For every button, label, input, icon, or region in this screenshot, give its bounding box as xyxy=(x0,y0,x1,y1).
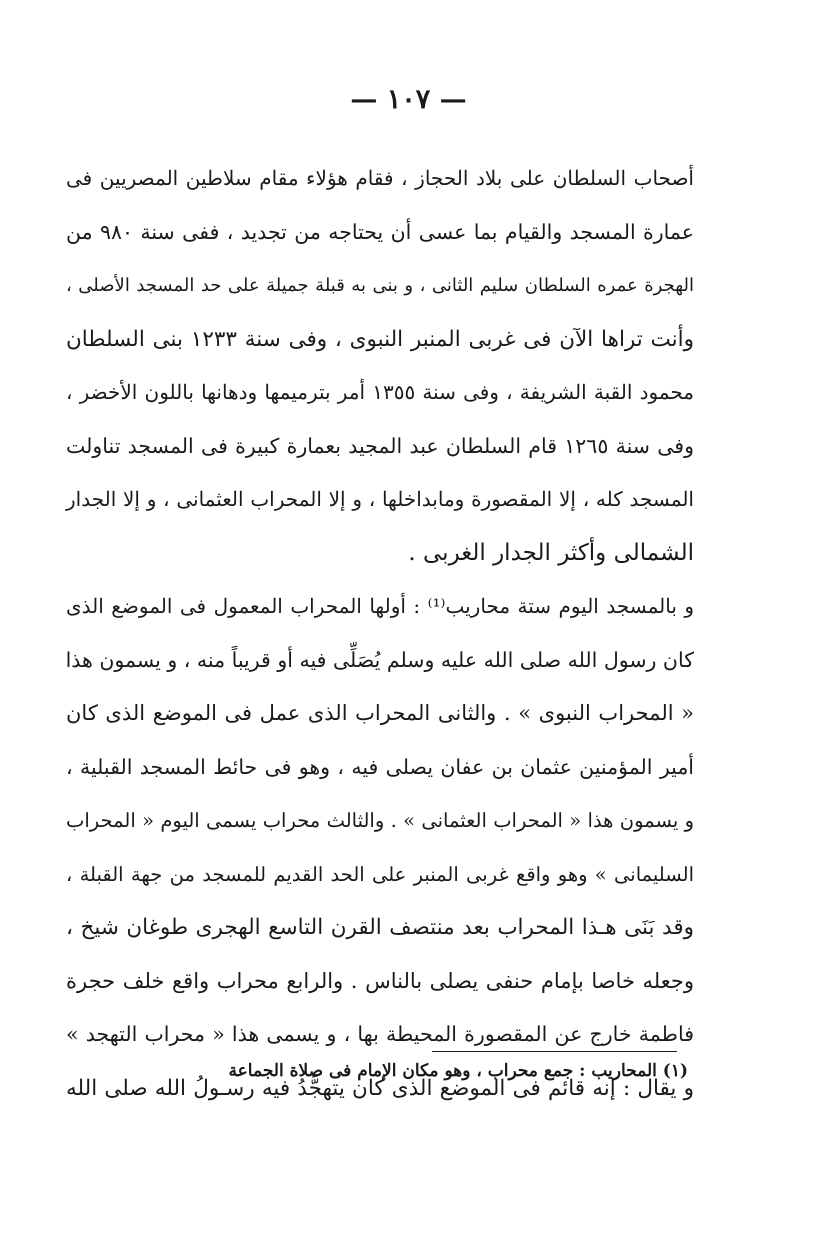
text-line: فاطمة خارج عن المقصورة المحيطة بها ، و يسمى هذا « محراب التهجد » xyxy=(66,1022,694,1046)
page-number: — ١٠٧ — xyxy=(350,84,467,115)
text-line: وأنت تراها الآن فى غربى المنبر النبوى ، وفى سنة ١٢٣٣ بنى السلطان xyxy=(66,326,694,352)
text-line: « المحراب النبوى » . والثانى المحراب الذى عمل فى الموضع الذى كان xyxy=(66,701,694,725)
text-line: وجعله خاصا بإمام حنفى يصلى بالناس . والرابع محراب واقع خلف حجرة xyxy=(66,968,694,993)
body-text xyxy=(66,152,694,1115)
text-line: و بالمسجد اليوم ستة محاريب⁽¹⁾ : أولها المحراب المعمول فى الموضع الذى xyxy=(66,594,695,618)
text-line: و يسمون هذا « المحراب العثمانى » . والثالث محراب يسمى اليوم « المحراب xyxy=(66,809,694,832)
text-line: محمود القبة الشريفة ، وفى سنة ١٣٥٥ أمر بترميمها ودهانها باللون الأخضر ، xyxy=(66,380,694,404)
text-line: عمارة المسجد والقيام بما عسى أن يحتاجه من تجديد ، ففى سنة ٩٨٠ من xyxy=(66,219,695,244)
text-line: و يقال : إنه قائم فى الموضع الذى كان يتهجَّدُ فيه رسـولُ الله صلى الله xyxy=(66,1075,694,1101)
text-line: كان رسول الله صلى الله عليه وسلم يُصَلِّى فيه أو قريباً منه ، و يسمون هذا xyxy=(65,647,694,672)
text-line: الشمالى وأكثر الجدار الغربى . xyxy=(408,539,694,566)
text-line: أمير المؤمنين عثمان بن عفان يصلى فيه ، وهو فى حائط المسجد القبلية ، xyxy=(66,754,694,779)
text-line: أصحاب السلطان على بلاد الحجاز ، فقام هؤلاء مقام سلاطين المصريين فى xyxy=(66,166,694,190)
text-line: وفى سنة ١٢٦٥ قام السلطان عبد المجيد بعمارة كبيرة فى المسجد تناولت xyxy=(66,433,694,458)
text-line: وقد بَنَى هـذا المحراب بعد منتصف القرن التاسع الهجرى طوغان شيخ ، xyxy=(66,915,694,940)
text-line: الهجرة عمره السلطان سليم الثانى ، و بنى به قبلة جميلة على حد المسجد الأصلى ، xyxy=(66,275,694,296)
footnote: (١) المحاريب : جمع محراب ، وهو مكان الإمام فى صلاة الجماعة xyxy=(228,1061,688,1081)
text-line: المسجد كله ، إلا المقصورة ومابداخلها ، و إلا المحراب العثمانى ، و إلا الجدار xyxy=(66,487,694,511)
footnote-divider xyxy=(432,1051,677,1052)
text-line: السليمانى » وهو واقع غربى المنبر على الحد القديم للمسجد من جهة القبلة ، xyxy=(66,862,694,886)
